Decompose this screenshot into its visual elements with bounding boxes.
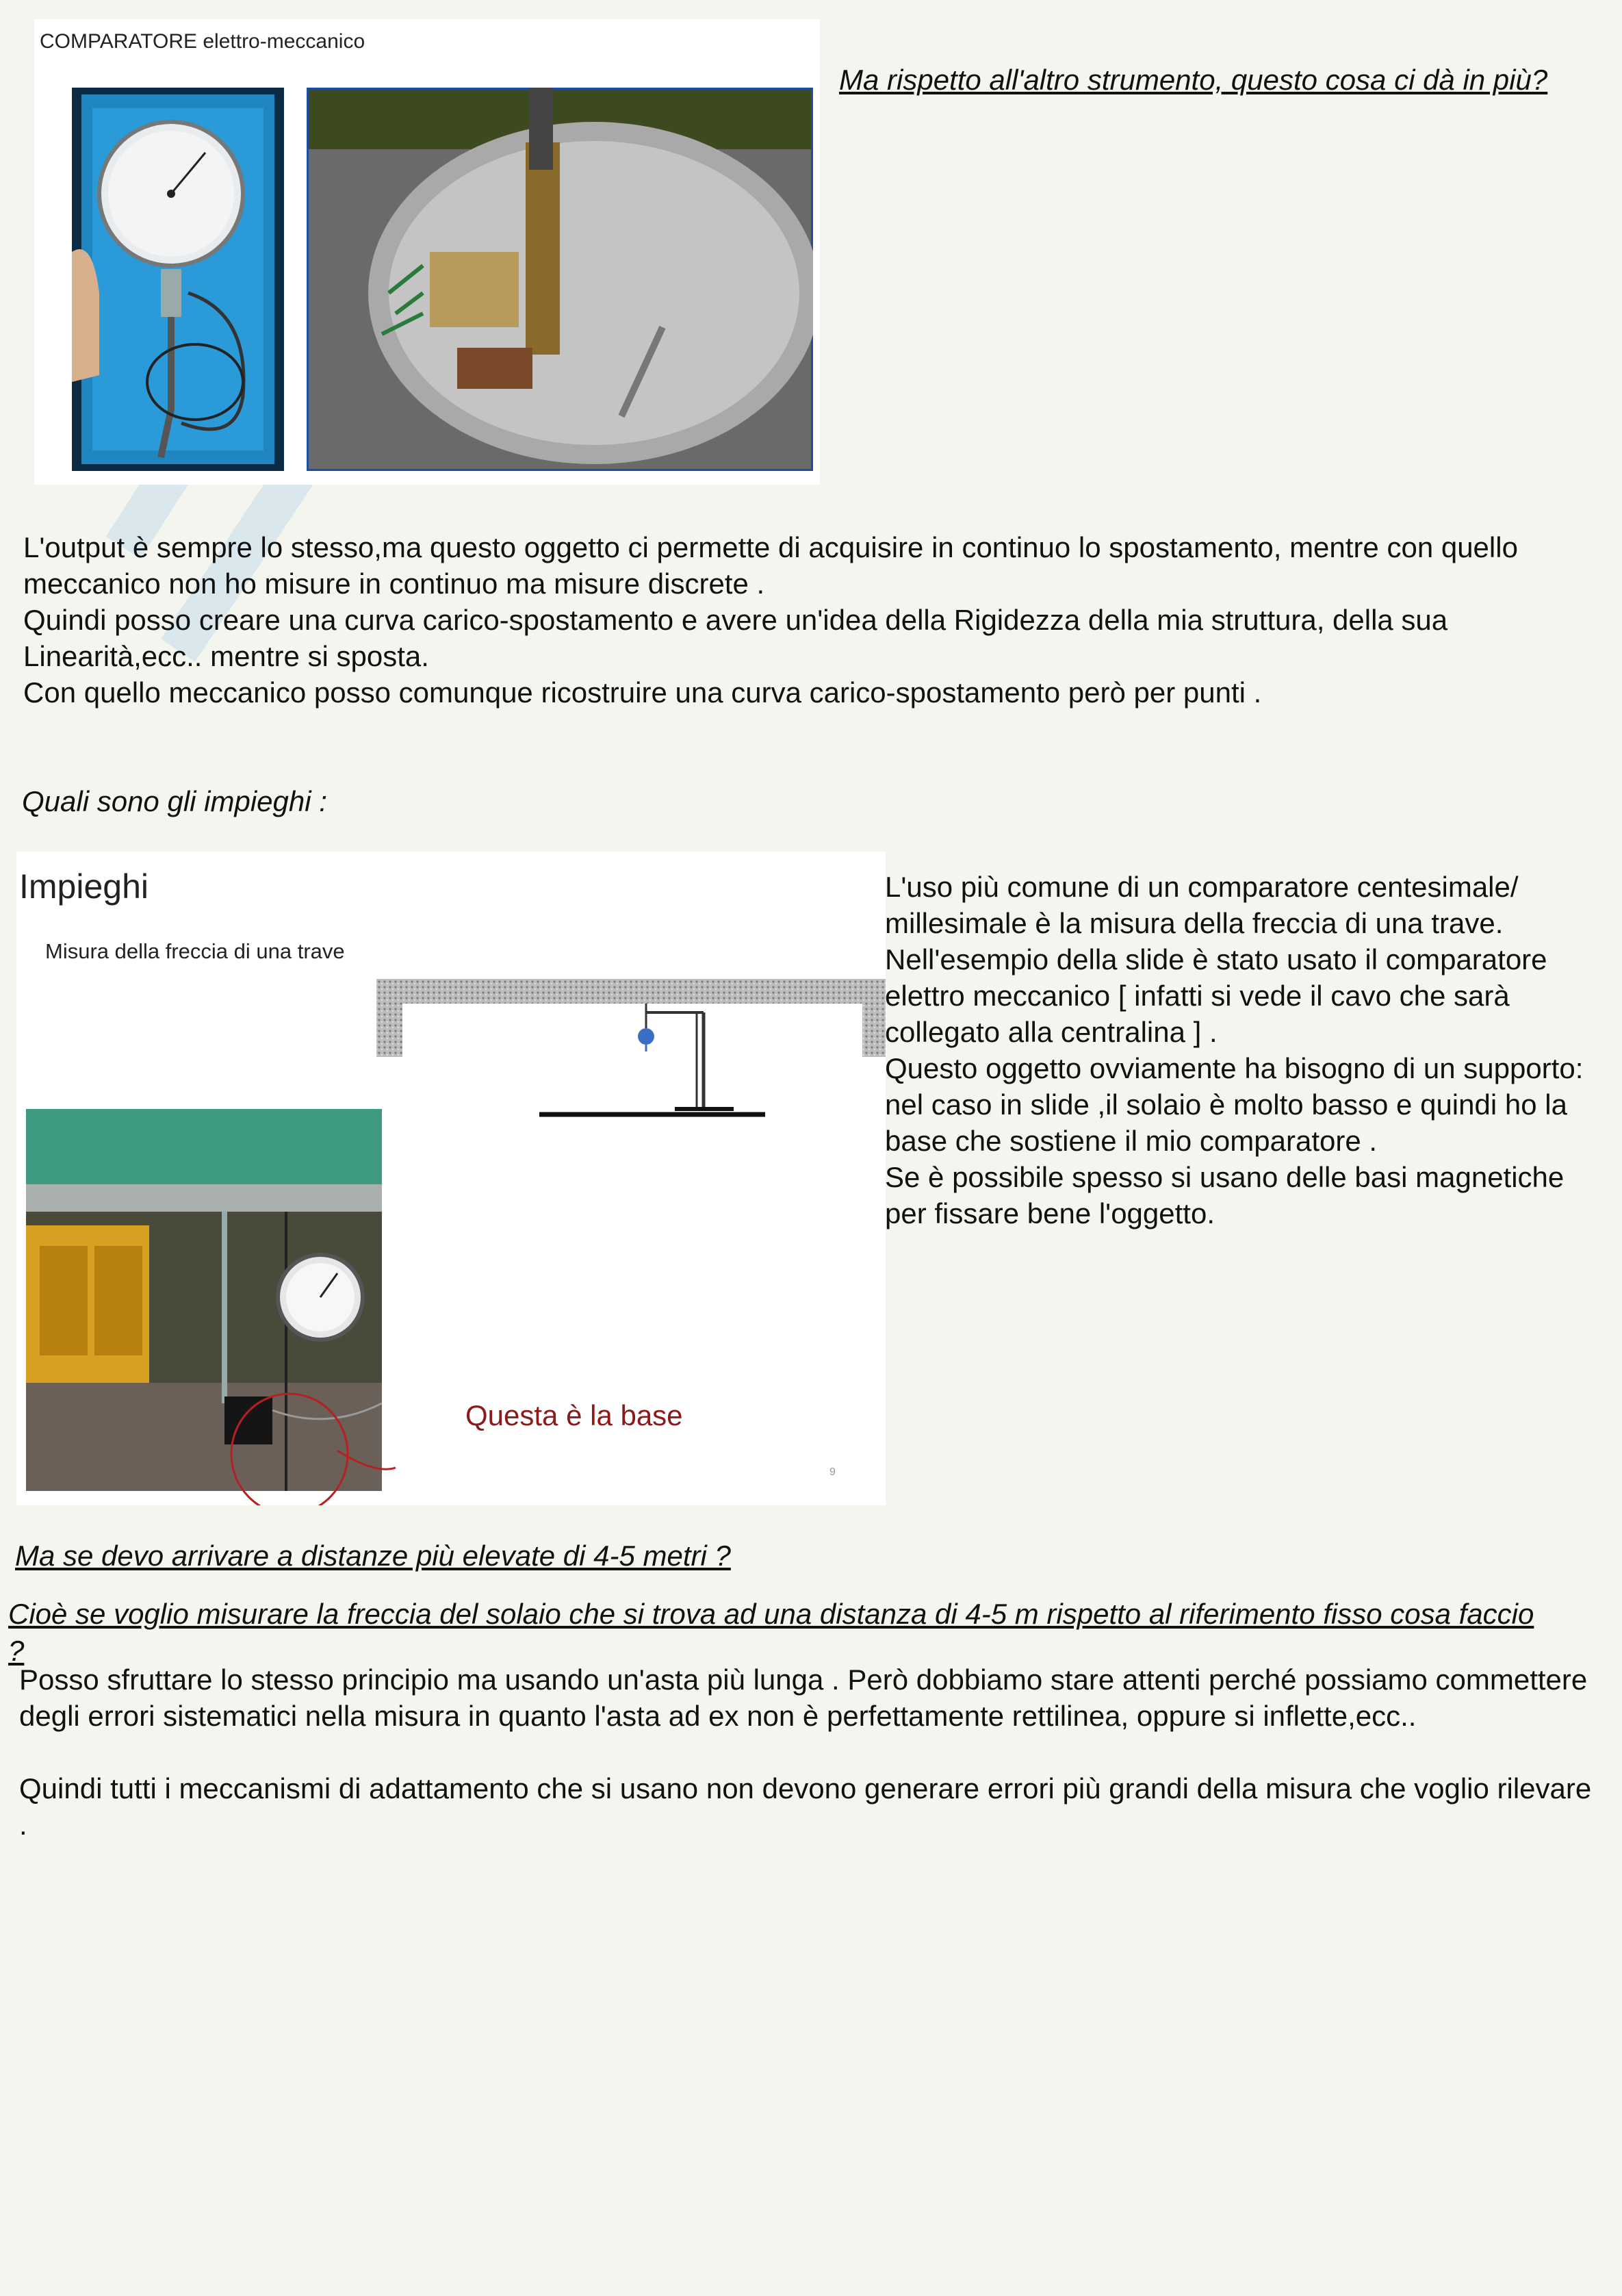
paragraph-output-line-2: Quindi posso creare una curva carico-spostamento e avere un'idea della Rigidezza della mia struttura, della sua Linearità,ecc.. mentre si sposta. <box>23 604 1448 672</box>
paragraph-asta <box>19 1661 1593 1843</box>
beam-schematic <box>372 975 886 1139</box>
paragraph-asta-line-1: Posso sfruttare lo stesso principio ma usando un'asta più lunga . Però dobbiamo stare attenti perché possiamo commettere degli errori sistematici nella misura in quanto l'asta ad ex non è perfettamente rettilinea, oppure si inflette,ecc.. <box>19 1663 1588 1732</box>
question-distanze: Ma se devo arrivare a distanze più elevate di 4-5 metri ? <box>15 1540 731 1572</box>
paragraph-uso-line-4: Se è possibile spesso si usano delle basi magnetiche per fissare bene l'oggetto. <box>885 1161 1565 1229</box>
gauge-interior-photo <box>307 88 813 471</box>
dial-gauge-photo <box>72 88 284 471</box>
paragraph-uso-line-1: L'uso più comune di un comparatore centesimale/ millesimale è la misura della freccia di una trave. <box>885 871 1519 939</box>
paragraph-uso-line-3: Questo oggetto ovviamente ha bisogno di un supporto: nel caso in slide ,il solaio è molto basso e quindi ho la base che sostiene il mio comparatore . <box>885 1052 1584 1157</box>
paragraph-output-line-3: Con quello meccanico posso comunque ricostruire una curva carico-spostamento però per punti . <box>23 676 1262 709</box>
paragraph-output <box>23 529 1597 711</box>
impieghi-slide <box>16 852 886 1505</box>
section-title-impieghi: Quali sono gli impieghi : <box>22 785 327 817</box>
question-in-piu: Ma rispetto all'altro strumento, questo cosa ci dà in più? <box>839 64 1548 96</box>
base-annotation-label: Questa è la base <box>465 1399 683 1431</box>
slide-page-number: 9 <box>829 1466 836 1478</box>
paragraph-uso <box>885 869 1610 1232</box>
impieghi-slide-title: Impieghi <box>19 867 149 906</box>
paragraph-uso-line-2: Nell'esempio della slide è stato usato il comparatore elettro meccanico [ infatti si vede il cavo che sarà collegato alla centralina ] . <box>885 943 1547 1048</box>
impieghi-slide-subtitle: Misura della freccia di una trave <box>45 939 345 963</box>
question-freccia-solaio: Cioè se voglio misurare la freccia del solaio che si trova ad una distanza di 4-5 m rispetto al riferimento fisso cosa faccio ? <box>8 1598 1534 1667</box>
paragraph-output-line-1: L'output è sempre lo stesso,ma questo oggetto ci permette di acquisire in continuo lo spostamento, mentre con quello meccanico non ho misure in continuo ma misure discrete . <box>23 531 1518 600</box>
top-slide-caption: COMPARATORE elettro-meccanico <box>40 30 365 53</box>
top-slide <box>34 19 820 485</box>
base-annotation-circle <box>211 1372 471 1505</box>
paragraph-asta-line-2: Quindi tutti i meccanismi di adattamento che si usano non devono generare errori più grandi della misura che voglio rilevare . <box>19 1772 1592 1841</box>
